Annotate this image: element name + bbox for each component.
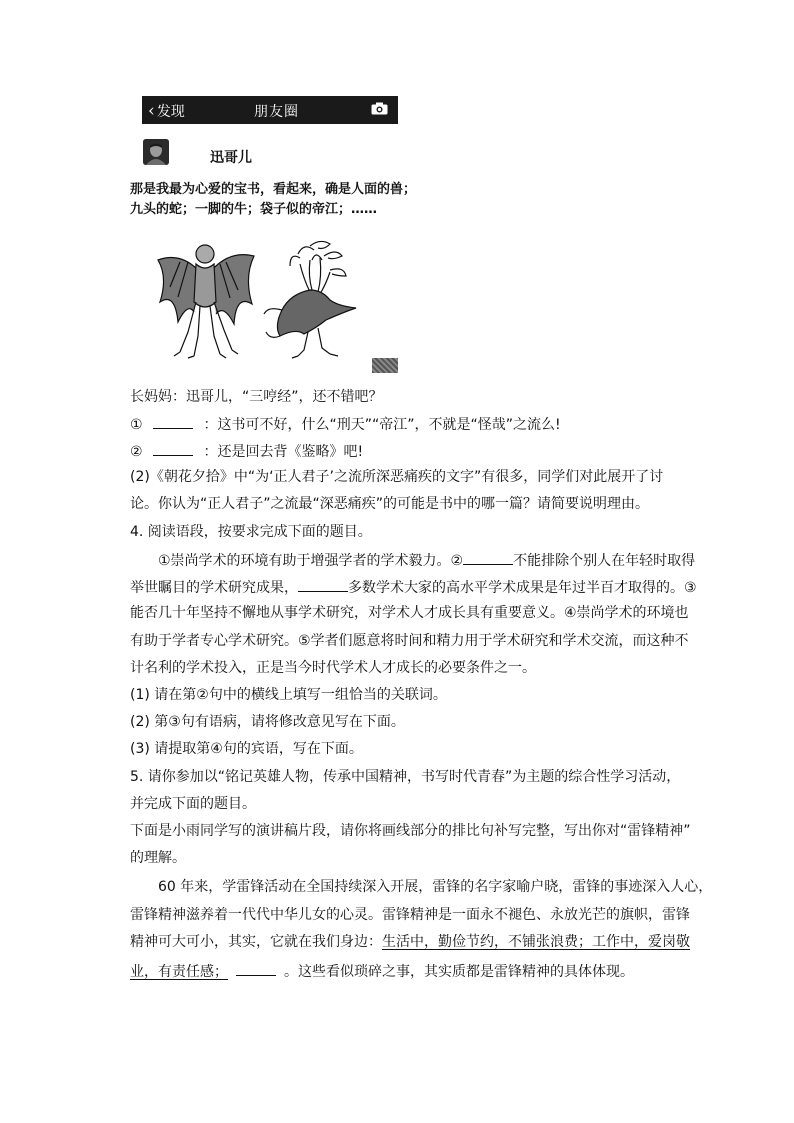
q5-passage-4b: 。这些看似琐碎之事，其实质都是雷锋精神的具体体现。 (284, 964, 634, 980)
q4-passage-1a: ①崇尚学术的环境有助于增强学者的学术毅力。② (158, 553, 464, 569)
answer-blank-2[interactable] (153, 441, 193, 456)
q5-underlined-parallel-1: 生活中，勤俭节约，不铺张浪费；工作中，爱岗敬 (382, 934, 690, 950)
q4-passage-line-3: 能否几十年坚持不懈地从事学术研究，对学术人才成长具有重要意义。④崇尚学术的环境也 (130, 605, 689, 621)
q5-line-2: 并完成下面的题目。 (130, 796, 256, 812)
avatar-portrait-icon (143, 139, 169, 165)
q5-line-1: 5. 请你参加以“铭记英雄人物，传承中国精神，书写时代青春”为主题的综合性学习活动， (130, 769, 681, 785)
dialogue-line-2-number: ① (130, 417, 143, 433)
q5-line-4: 的理解。 (130, 850, 186, 866)
back-label: 发现 (156, 104, 185, 120)
answer-blank-3[interactable] (463, 550, 513, 565)
q2-line-2: 论。你认为“正人君子”之流最“深恶痛疾”的可能是书中的哪一篇？请简要说明理由。 (130, 496, 650, 512)
q4-subquestion-1: (1) 请在第②句中的横线上填写一组恰当的关联词。 (130, 687, 447, 703)
winged-creature-illustration[interactable] (150, 232, 260, 362)
q5-passage-line-2: 雷锋精神滋养着一代代中华儿女的心灵。雷锋精神是一面永不褪色、永放光芒的旗帜，雷锋 (130, 907, 690, 923)
dialogue-line-3-text: ：还是回去背《鉴略》吧! (203, 444, 364, 460)
answer-blank-5[interactable] (236, 961, 276, 976)
nine-headed-bird-illustration[interactable] (260, 236, 364, 362)
q4-passage-1b: 不能排除个别人在年轻时取得 (513, 553, 696, 569)
q5-passage-line-4 (130, 961, 634, 981)
watermark-stamp (372, 358, 398, 373)
dialogue-line-3-number: ② (130, 444, 143, 460)
answer-blank-4[interactable] (298, 577, 348, 592)
moments-header-bar (142, 96, 398, 124)
q5-passage-line-3 (130, 933, 690, 951)
q4-subquestion-2: (2) 第③句有语病，请将修改意见写在下面。 (130, 714, 405, 730)
post-text-line-2: 九头的蛇；一脚的牛；袋子似的帝江；…… (130, 202, 378, 217)
post-author-name: 迅哥儿 (210, 150, 252, 166)
q5-passage-line-1: 60 年来，学雷锋活动在全国持续深入开展，雷锋的名字家喻户晓，雷锋的事迹深入人心， (158, 879, 713, 895)
q5-underlined-parallel-2: 业，有责任感； (130, 964, 228, 980)
q2-line-1: (2)《朝花夕拾》中“为‘正人君子’之流所深恶痛疾的文字”有很多，同学们对此展开了讨 (130, 469, 664, 485)
q4-passage-2b: 多数学术大家的高水平学术成果是年过半百才取得的。③ (348, 580, 697, 596)
dialogue-line-1: 长妈妈：迅哥儿，“三哼经”，还不错吧？ (130, 389, 383, 405)
post-text-line-1: 那是我最为心爱的宝书，看起来，确是人面的兽； (130, 182, 417, 197)
answer-blank-1[interactable] (153, 414, 193, 429)
dialogue-line-2-text: ：这书可不好，什么“刑天”“帝江”，不就是“怪哉”之流么! (203, 417, 561, 433)
avatar[interactable] (143, 139, 169, 165)
camera-icon[interactable] (371, 102, 388, 115)
moments-title: 朋友圈 (254, 104, 299, 120)
q4-subquestion-3: (3) 请提取第④句的宾语，写在下面。 (130, 741, 363, 757)
q4-passage-line-4: 有助于学者专心学术研究。⑤学者们愿意将时间和精力用于学术研究和学术交流，而这种不 (130, 633, 689, 649)
q4-passage-line-1 (158, 550, 695, 570)
q5-line-3: 下面是小雨同学写的演讲稿片段，请你将画线部分的排比句补写完整，写出你对“雷锋精神” (130, 823, 691, 839)
dialogue-line-3 (130, 441, 363, 461)
q4-passage-line-2 (130, 577, 697, 597)
q4-heading: 4. 阅读语段，按要求完成下面的题目。 (130, 524, 372, 540)
back-button[interactable] (148, 101, 185, 121)
q5-passage-3a: 精神可大可小，其实，它就在我们身边： (130, 934, 382, 950)
q4-passage-2a: 举世瞩目的学术研究成果， (130, 580, 298, 596)
dialogue-line-2 (130, 414, 561, 434)
chevron-left-icon: ‹ (148, 100, 155, 121)
q4-passage-line-5: 计名利的学术投入，正是当今时代学术人才成长的必要条件之一。 (130, 660, 536, 676)
